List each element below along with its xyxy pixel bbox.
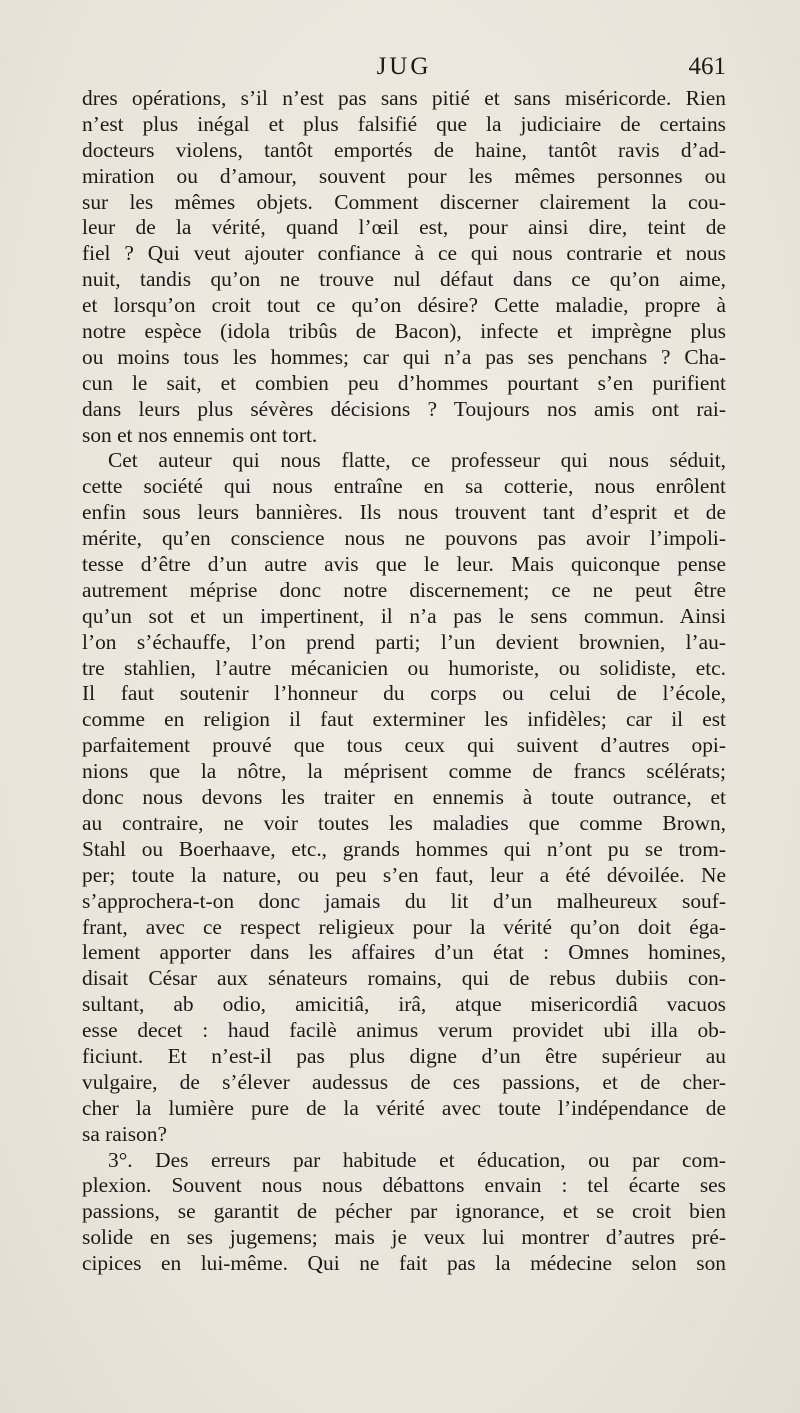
- text-line: donc nous devons les traiter en ennemis à toute outrance, et: [82, 785, 726, 810]
- text-line: vulgaire, de s’élever audessus de ces passions, et de cher-: [82, 1069, 726, 1094]
- text-line: sultant, ab odio, amicitiâ, irâ, atque misericordiâ vacuos: [82, 992, 726, 1017]
- text-line: dans leurs plus sévères décisions ? Toujours nos amis ont rai-: [82, 396, 726, 421]
- paragraph: [82, 448, 726, 1147]
- text-line: n’est plus inégal et plus falsifié que la judiciaire de certains: [82, 111, 726, 136]
- text-line: et lorsqu’on croit tout ce qu’on désire? Cette maladie, propre à: [82, 293, 726, 318]
- text-line: cher la lumière pure de la vérité avec toute l’indépendance de: [82, 1095, 726, 1120]
- paragraph: [82, 1148, 726, 1277]
- text-line: tesse d’être d’un autre avis que le leur. Mais quiconque pense: [82, 552, 726, 577]
- text-line: frant, avec ce respect religieux pour la vérité qu’on doit éga-: [82, 914, 726, 939]
- text-line: mérite, qu’en conscience nous ne pouvons pas avoir l’impoli-: [82, 526, 726, 551]
- running-head: [82, 50, 726, 84]
- text-line: l’on s’échauffe, l’on prend parti; l’un devient brownien, l’au-: [82, 629, 726, 654]
- text-line: cipices en lui-même. Qui ne fait pas la médecine selon son: [82, 1251, 726, 1276]
- text-line: comme en religion il faut exterminer les infidèles; car il est: [82, 707, 726, 732]
- text-line: au contraire, ne voir toutes les maladies que comme Brown,: [82, 810, 726, 835]
- text-line: esse decet : haud facilè animus verum providet ubi illa ob-: [82, 1018, 726, 1043]
- text-line: sur les mêmes objets. Comment discerner clairement la cou-: [82, 189, 726, 214]
- text-line: lement apporter dans les affaires d’un état : Omnes homines,: [82, 940, 726, 965]
- text-line: Cet auteur qui nous flatte, ce professeur qui nous séduit,: [108, 448, 726, 473]
- text-line: per; toute la nature, ou peu s’en faut, leur a été dévoilée. Ne: [82, 862, 726, 887]
- body-text: [82, 86, 726, 1277]
- text-line: sa raison?: [82, 1121, 167, 1146]
- text-line: notre espèce (idola tribûs de Bacon), infecte et imprègne plus: [82, 319, 726, 344]
- text-line: solide en ses jugemens; mais je veux lui montrer d’autres pré-: [82, 1225, 726, 1250]
- text-line: Il faut soutenir l’honneur du corps ou celui de l’école,: [82, 681, 726, 706]
- text-line: dres opérations, s’il n’est pas sans pitié et sans miséricorde. Rien: [82, 86, 726, 110]
- text-line: tre stahlien, l’autre mécanicien ou humoriste, ou solidiste, etc.: [82, 655, 726, 680]
- text-line: ficiunt. Et n’est-il pas plus digne d’un être supérieur au: [82, 1043, 726, 1068]
- text-line: docteurs violens, tantôt emportés de haine, tantôt ravis d’ad-: [82, 137, 726, 162]
- text-line: s’approchera-t-on donc jamais du lit d’un malheureux souf-: [82, 888, 726, 913]
- text-line: nuit, tandis qu’on ne trouve nul défaut dans ce qu’on aime,: [82, 267, 726, 292]
- text-line: parfaitement prouvé que tous ceux qui suivent d’autres opi-: [82, 733, 726, 758]
- paragraph: [82, 86, 726, 448]
- text-line: disait César aux sénateurs romains, qui de rebus dubiis con-: [82, 966, 726, 991]
- text-line: cun le sait, et combien peu d’hommes pourtant s’en purifient: [82, 370, 726, 395]
- text-line: passions, se garantit de pécher par ignorance, et se croit bien: [82, 1199, 726, 1224]
- text-line: ou moins tous les hommes; car qui n’a pas ses penchans ? Cha-: [82, 344, 726, 369]
- text-line: leur de la vérité, quand l’œil est, pour ainsi dire, teint de: [82, 215, 726, 240]
- text-line: cette société qui nous entraîne en sa cotterie, nous enrôlent: [82, 474, 726, 499]
- text-line: miration ou d’amour, souvent pour les mêmes personnes ou: [82, 163, 726, 188]
- text-line: qu’un sot et un impertinent, il n’a pas le sens commun. Ainsi: [82, 603, 726, 628]
- text-line: nions que la nôtre, la méprisent comme de francs scélérats;: [82, 759, 726, 784]
- text-line: enfin sous leurs bannières. Ils nous trouvent tant d’esprit et de: [82, 500, 726, 525]
- text-line: fiel ? Qui veut ajouter confiance à ce qui nous contrarie et nous: [82, 241, 726, 266]
- text-line: 3°. Des erreurs par habitude et éducation, ou par com-: [108, 1147, 726, 1172]
- running-title: JUG: [376, 53, 432, 80]
- text-line: autrement méprise donc notre discernement; ce ne peut être: [82, 577, 726, 602]
- text-line: plexion. Souvent nous nous débattons envain : tel écarte ses: [82, 1173, 726, 1198]
- page-number: 461: [688, 53, 726, 80]
- text-line: Stahl ou Boerhaave, etc., grands hommes qui n’ont pu se trom-: [82, 836, 726, 861]
- text-line: son et nos ennemis ont tort.: [82, 422, 318, 447]
